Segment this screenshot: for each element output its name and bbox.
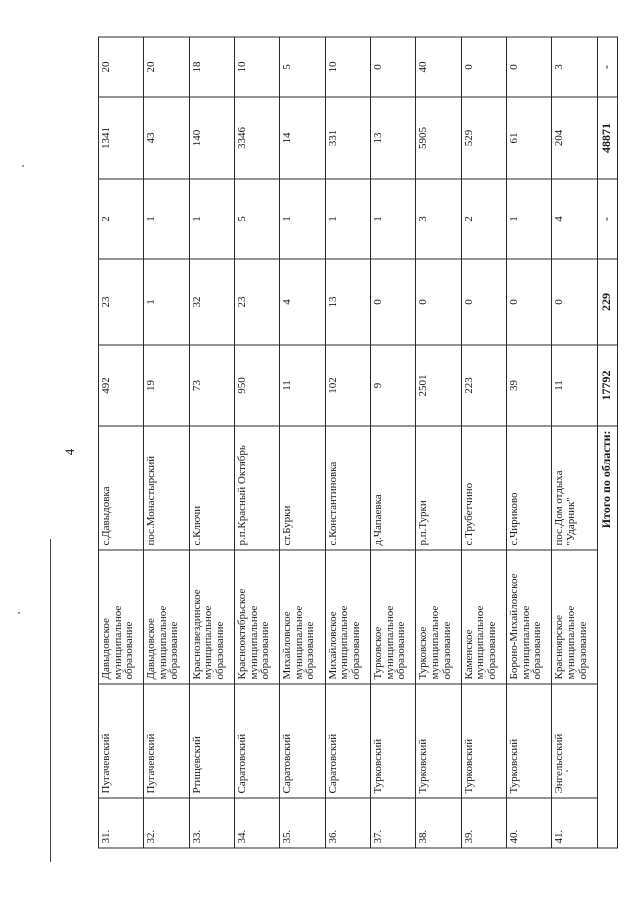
value-cell: 73 bbox=[189, 345, 234, 426]
value-cell: 223 bbox=[461, 345, 506, 426]
row-number-cell: 38. bbox=[416, 798, 461, 848]
value-cell: 20 bbox=[144, 37, 189, 97]
settlement-cell: с.Чириково bbox=[507, 426, 552, 550]
table-row bbox=[461, 37, 506, 848]
value-cell: 5905 bbox=[416, 97, 461, 179]
value-cell: 3 bbox=[416, 179, 461, 259]
settlement-cell: пос.Дом отдыха "Ударник" bbox=[552, 426, 597, 550]
settlement-cell: пос.Монастырский bbox=[144, 426, 189, 550]
value-cell: 61 bbox=[507, 97, 552, 179]
value-cell: 4 bbox=[552, 179, 597, 259]
table-row bbox=[507, 37, 552, 848]
row-number-cell: 31. bbox=[99, 798, 144, 848]
value-cell: 1 bbox=[507, 179, 552, 259]
row-number-cell: 41. bbox=[552, 798, 597, 848]
municipality-cell: Турковское муниципальное образование bbox=[371, 550, 416, 684]
table-row bbox=[416, 37, 461, 848]
settlement-cell: ст.Бурки bbox=[280, 426, 325, 550]
settlements-table bbox=[98, 36, 618, 848]
value-cell: 950 bbox=[235, 345, 280, 426]
value-cell: 2501 bbox=[416, 345, 461, 426]
value-cell: 0 bbox=[371, 259, 416, 345]
value-cell: 0 bbox=[507, 259, 552, 345]
total-row bbox=[597, 37, 617, 848]
settlement-cell: с.Давыдовка bbox=[99, 426, 144, 550]
value-cell: 5 bbox=[235, 179, 280, 259]
settlement-cell: с.Трубетчино bbox=[461, 426, 506, 550]
district-cell: Турковский bbox=[507, 684, 552, 798]
value-cell: 20 bbox=[99, 37, 144, 97]
scan-speck bbox=[18, 612, 20, 614]
value-cell: 140 bbox=[189, 97, 234, 179]
district-cell: Пугачевский bbox=[144, 684, 189, 798]
value-cell: 3346 bbox=[235, 97, 280, 179]
row-number-cell: 39. bbox=[461, 798, 506, 848]
district-cell: Турковский bbox=[461, 684, 506, 798]
value-cell: 1341 bbox=[99, 97, 144, 179]
table-row bbox=[552, 37, 597, 848]
municipality-cell: Михайловское муниципальное образование bbox=[280, 550, 325, 684]
value-cell: 102 bbox=[325, 345, 370, 426]
district-cell: Энгельсский bbox=[552, 684, 597, 798]
municipality-cell: Давыдовское муниципальное образование bbox=[99, 550, 144, 684]
value-cell: 11 bbox=[280, 345, 325, 426]
district-cell: Ртищевский bbox=[189, 684, 234, 798]
value-cell: 0 bbox=[416, 259, 461, 345]
district-cell: Саратовский bbox=[325, 684, 370, 798]
value-cell: 1 bbox=[144, 179, 189, 259]
value-cell: 9 bbox=[371, 345, 416, 426]
row-number-cell: 33. bbox=[189, 798, 234, 848]
value-cell: 0 bbox=[507, 37, 552, 97]
value-cell: 0 bbox=[461, 259, 506, 345]
table-row bbox=[235, 37, 280, 848]
value-cell: 1 bbox=[189, 179, 234, 259]
value-cell: 18 bbox=[189, 37, 234, 97]
value-cell: 492 bbox=[99, 345, 144, 426]
row-number-cell: 34. bbox=[235, 798, 280, 848]
value-cell: 0 bbox=[461, 37, 506, 97]
value-cell: 529 bbox=[461, 97, 506, 179]
value-cell: 0 bbox=[552, 259, 597, 345]
municipality-cell: Красноярское муниципальное образование bbox=[552, 550, 597, 684]
scan-speck bbox=[566, 770, 568, 772]
value-cell: 19 bbox=[144, 345, 189, 426]
value-cell: 1 bbox=[280, 179, 325, 259]
value-cell: 23 bbox=[235, 259, 280, 345]
value-cell: 5 bbox=[280, 37, 325, 97]
value-cell: 204 bbox=[552, 97, 597, 179]
value-cell: 13 bbox=[325, 259, 370, 345]
value-cell: 23 bbox=[99, 259, 144, 345]
value-cell: 1 bbox=[144, 259, 189, 345]
value-cell: 13 bbox=[371, 97, 416, 179]
settlement-cell: р.п.Красный Октябрь bbox=[235, 426, 280, 550]
row-number-cell: 32. bbox=[144, 798, 189, 848]
total-value-cell: 17792 bbox=[597, 345, 617, 426]
total-value-cell: - bbox=[597, 179, 617, 259]
value-cell: 40 bbox=[416, 37, 461, 97]
table-body bbox=[99, 37, 618, 848]
value-cell: 39 bbox=[507, 345, 552, 426]
total-value-cell: 229 bbox=[597, 259, 617, 345]
municipality-cell: Краснозвездинское муниципальное образование bbox=[189, 550, 234, 684]
row-number-cell: 35. bbox=[280, 798, 325, 848]
settlement-cell: с.Константиновка bbox=[325, 426, 370, 550]
value-cell: 1 bbox=[325, 179, 370, 259]
settlement-cell: р.п.Турки bbox=[416, 426, 461, 550]
row-number-cell: 37. bbox=[371, 798, 416, 848]
table-row bbox=[325, 37, 370, 848]
table-row bbox=[99, 37, 144, 848]
table-row bbox=[371, 37, 416, 848]
rotated-table-frame bbox=[98, 37, 618, 848]
municipality-cell: Давыдовское муниципальное образование bbox=[144, 550, 189, 684]
settlement-cell: д.Чапаевка bbox=[371, 426, 416, 550]
table-row bbox=[144, 37, 189, 848]
document-table-container bbox=[98, 37, 618, 848]
municipality-cell: Турковское муниципальное образование bbox=[416, 550, 461, 684]
municipality-cell: Бороно-Михайловское муниципальное образование bbox=[507, 550, 552, 684]
scan-speck bbox=[22, 165, 24, 167]
table-row bbox=[280, 37, 325, 848]
value-cell: 0 bbox=[371, 37, 416, 97]
value-cell: 2 bbox=[99, 179, 144, 259]
value-cell: 3 bbox=[552, 37, 597, 97]
value-cell: 10 bbox=[235, 37, 280, 97]
settlement-cell: с.Ключи bbox=[189, 426, 234, 550]
district-cell: Турковский bbox=[371, 684, 416, 798]
district-cell: Саратовский bbox=[280, 684, 325, 798]
municipality-cell: Каменское муниципальное образование bbox=[461, 550, 506, 684]
table-row bbox=[189, 37, 234, 848]
district-cell: Пугачевский bbox=[99, 684, 144, 798]
value-cell: 14 bbox=[280, 97, 325, 179]
row-number-cell: 36. bbox=[325, 798, 370, 848]
value-cell: 32 bbox=[189, 259, 234, 345]
row-number-cell: 40. bbox=[507, 798, 552, 848]
value-cell: 331 bbox=[325, 97, 370, 179]
district-cell: Турковский bbox=[416, 684, 461, 798]
total-label-cell: Итого по области: bbox=[597, 426, 617, 848]
value-cell: 1 bbox=[371, 179, 416, 259]
value-cell: 11 bbox=[552, 345, 597, 426]
value-cell: 2 bbox=[461, 179, 506, 259]
page-number: 4 bbox=[62, 448, 77, 456]
total-value-cell: 48871 bbox=[597, 97, 617, 179]
value-cell: 4 bbox=[280, 259, 325, 345]
value-cell: 10 bbox=[325, 37, 370, 97]
value-cell: 43 bbox=[144, 97, 189, 179]
signature-rule bbox=[50, 539, 51, 862]
municipality-cell: Краснооктябрьское муниципальное образование bbox=[235, 550, 280, 684]
district-cell: Саратовский bbox=[235, 684, 280, 798]
total-value-cell: - bbox=[597, 37, 617, 97]
municipality-cell: Михайловское муниципальное образование bbox=[325, 550, 370, 684]
